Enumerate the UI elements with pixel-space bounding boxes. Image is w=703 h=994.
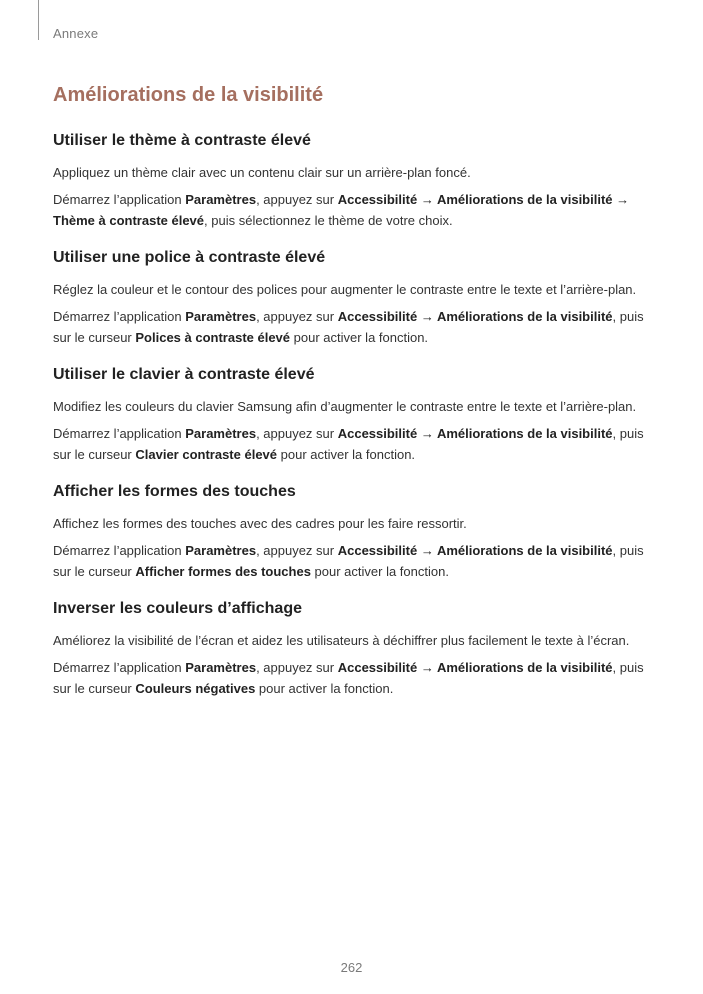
- arrow: →: [417, 543, 437, 558]
- page-number: 262: [340, 960, 363, 975]
- arrow: →: [417, 426, 437, 441]
- accessibility-term: Accessibilité: [337, 660, 418, 675]
- section-instructions: [53, 306, 653, 348]
- instruction-text: , appuyez sur: [256, 192, 338, 207]
- header-rule: [38, 0, 39, 40]
- instruction-text: , puis sélectionnez le thème de votre choix.: [204, 213, 453, 228]
- accessibility-term: Accessibilité: [337, 192, 418, 207]
- section-invert-colors: [53, 600, 653, 699]
- section-instructions: [53, 423, 653, 465]
- instruction-text: Démarrez l’application: [53, 426, 186, 441]
- section-high-contrast-font: [53, 249, 653, 348]
- instruction-text: , puis sur le curseur: [53, 426, 644, 462]
- arrow: →: [417, 309, 437, 324]
- settings-term: Paramètres: [185, 543, 257, 558]
- option-term: Thème à contraste élevé: [53, 213, 205, 228]
- instruction-text: , puis sur le curseur: [53, 660, 644, 696]
- section-key-shapes: [53, 483, 653, 582]
- accessibility-term: Accessibilité: [337, 426, 418, 441]
- instruction-text: Démarrez l’application: [53, 309, 186, 324]
- settings-term: Paramètres: [185, 192, 257, 207]
- page-title: Améliorations de la visibilité: [53, 84, 324, 106]
- arrow: →: [612, 192, 630, 207]
- section-heading: Utiliser le clavier à contraste élevé: [53, 366, 315, 383]
- content: [53, 132, 653, 717]
- settings-term: Paramètres: [185, 426, 257, 441]
- section-heading: Inverser les couleurs d’affichage: [53, 600, 302, 617]
- section-heading: Utiliser le thème à contraste élevé: [53, 132, 311, 149]
- section-description: Affichez les formes des touches avec des cadres pour les faire ressortir.: [53, 516, 467, 531]
- instruction-text: , puis sur le curseur: [53, 309, 644, 345]
- section-instructions: [53, 189, 653, 231]
- visibility-term: Améliorations de la visibilité: [436, 660, 613, 675]
- section-instructions: [53, 657, 653, 699]
- settings-term: Paramètres: [185, 309, 257, 324]
- section-heading: Utiliser une police à contraste élevé: [53, 249, 326, 266]
- section-description: Améliorez la visibilité de l’écran et aidez les utilisateurs à déchiffrer plus facilement le texte à l’écran.: [53, 633, 630, 648]
- arrow: →: [417, 192, 437, 207]
- instruction-text: , appuyez sur: [256, 543, 338, 558]
- section-description: Réglez la couleur et le contour des polices pour augmenter le contraste entre le texte et l’arrière-plan.: [53, 282, 637, 297]
- option-term: Clavier contraste élevé: [135, 447, 278, 462]
- instruction-text: pour activer la fonction.: [277, 447, 416, 462]
- instruction-text: pour activer la fonction.: [255, 681, 394, 696]
- visibility-term: Améliorations de la visibilité: [436, 192, 613, 207]
- accessibility-term: Accessibilité: [337, 309, 418, 324]
- instruction-text: pour activer la fonction.: [310, 564, 449, 579]
- settings-term: Paramètres: [185, 660, 257, 675]
- section-description: Appliquez un thème clair avec un contenu clair sur un arrière-plan foncé.: [53, 165, 471, 180]
- section-description: Modifiez les couleurs du clavier Samsung afin d’augmenter le contraste entre le texte et l’arrière-plan.: [53, 399, 637, 414]
- option-term: Afficher formes des touches: [135, 564, 311, 579]
- visibility-term: Améliorations de la visibilité: [436, 543, 613, 558]
- section-high-contrast-theme: [53, 132, 653, 231]
- visibility-term: Améliorations de la visibilité: [436, 309, 613, 324]
- visibility-term: Améliorations de la visibilité: [436, 426, 613, 441]
- section-high-contrast-keyboard: [53, 366, 653, 465]
- instruction-text: , puis sur le curseur: [53, 543, 644, 579]
- instruction-text: , appuyez sur: [256, 660, 338, 675]
- instruction-text: , appuyez sur: [256, 426, 338, 441]
- option-term: Couleurs négatives: [135, 681, 256, 696]
- arrow: →: [417, 660, 437, 675]
- instruction-text: Démarrez l’application: [53, 192, 186, 207]
- instruction-text: , appuyez sur: [256, 309, 338, 324]
- option-term: Polices à contraste élevé: [135, 330, 291, 345]
- accessibility-term: Accessibilité: [337, 543, 418, 558]
- section-instructions: [53, 540, 653, 582]
- section-heading: Afficher les formes des touches: [53, 483, 296, 500]
- instruction-text: Démarrez l’application: [53, 543, 186, 558]
- instruction-text: pour activer la fonction.: [290, 330, 429, 345]
- section-label: Annexe: [53, 26, 99, 41]
- instruction-text: Démarrez l’application: [53, 660, 186, 675]
